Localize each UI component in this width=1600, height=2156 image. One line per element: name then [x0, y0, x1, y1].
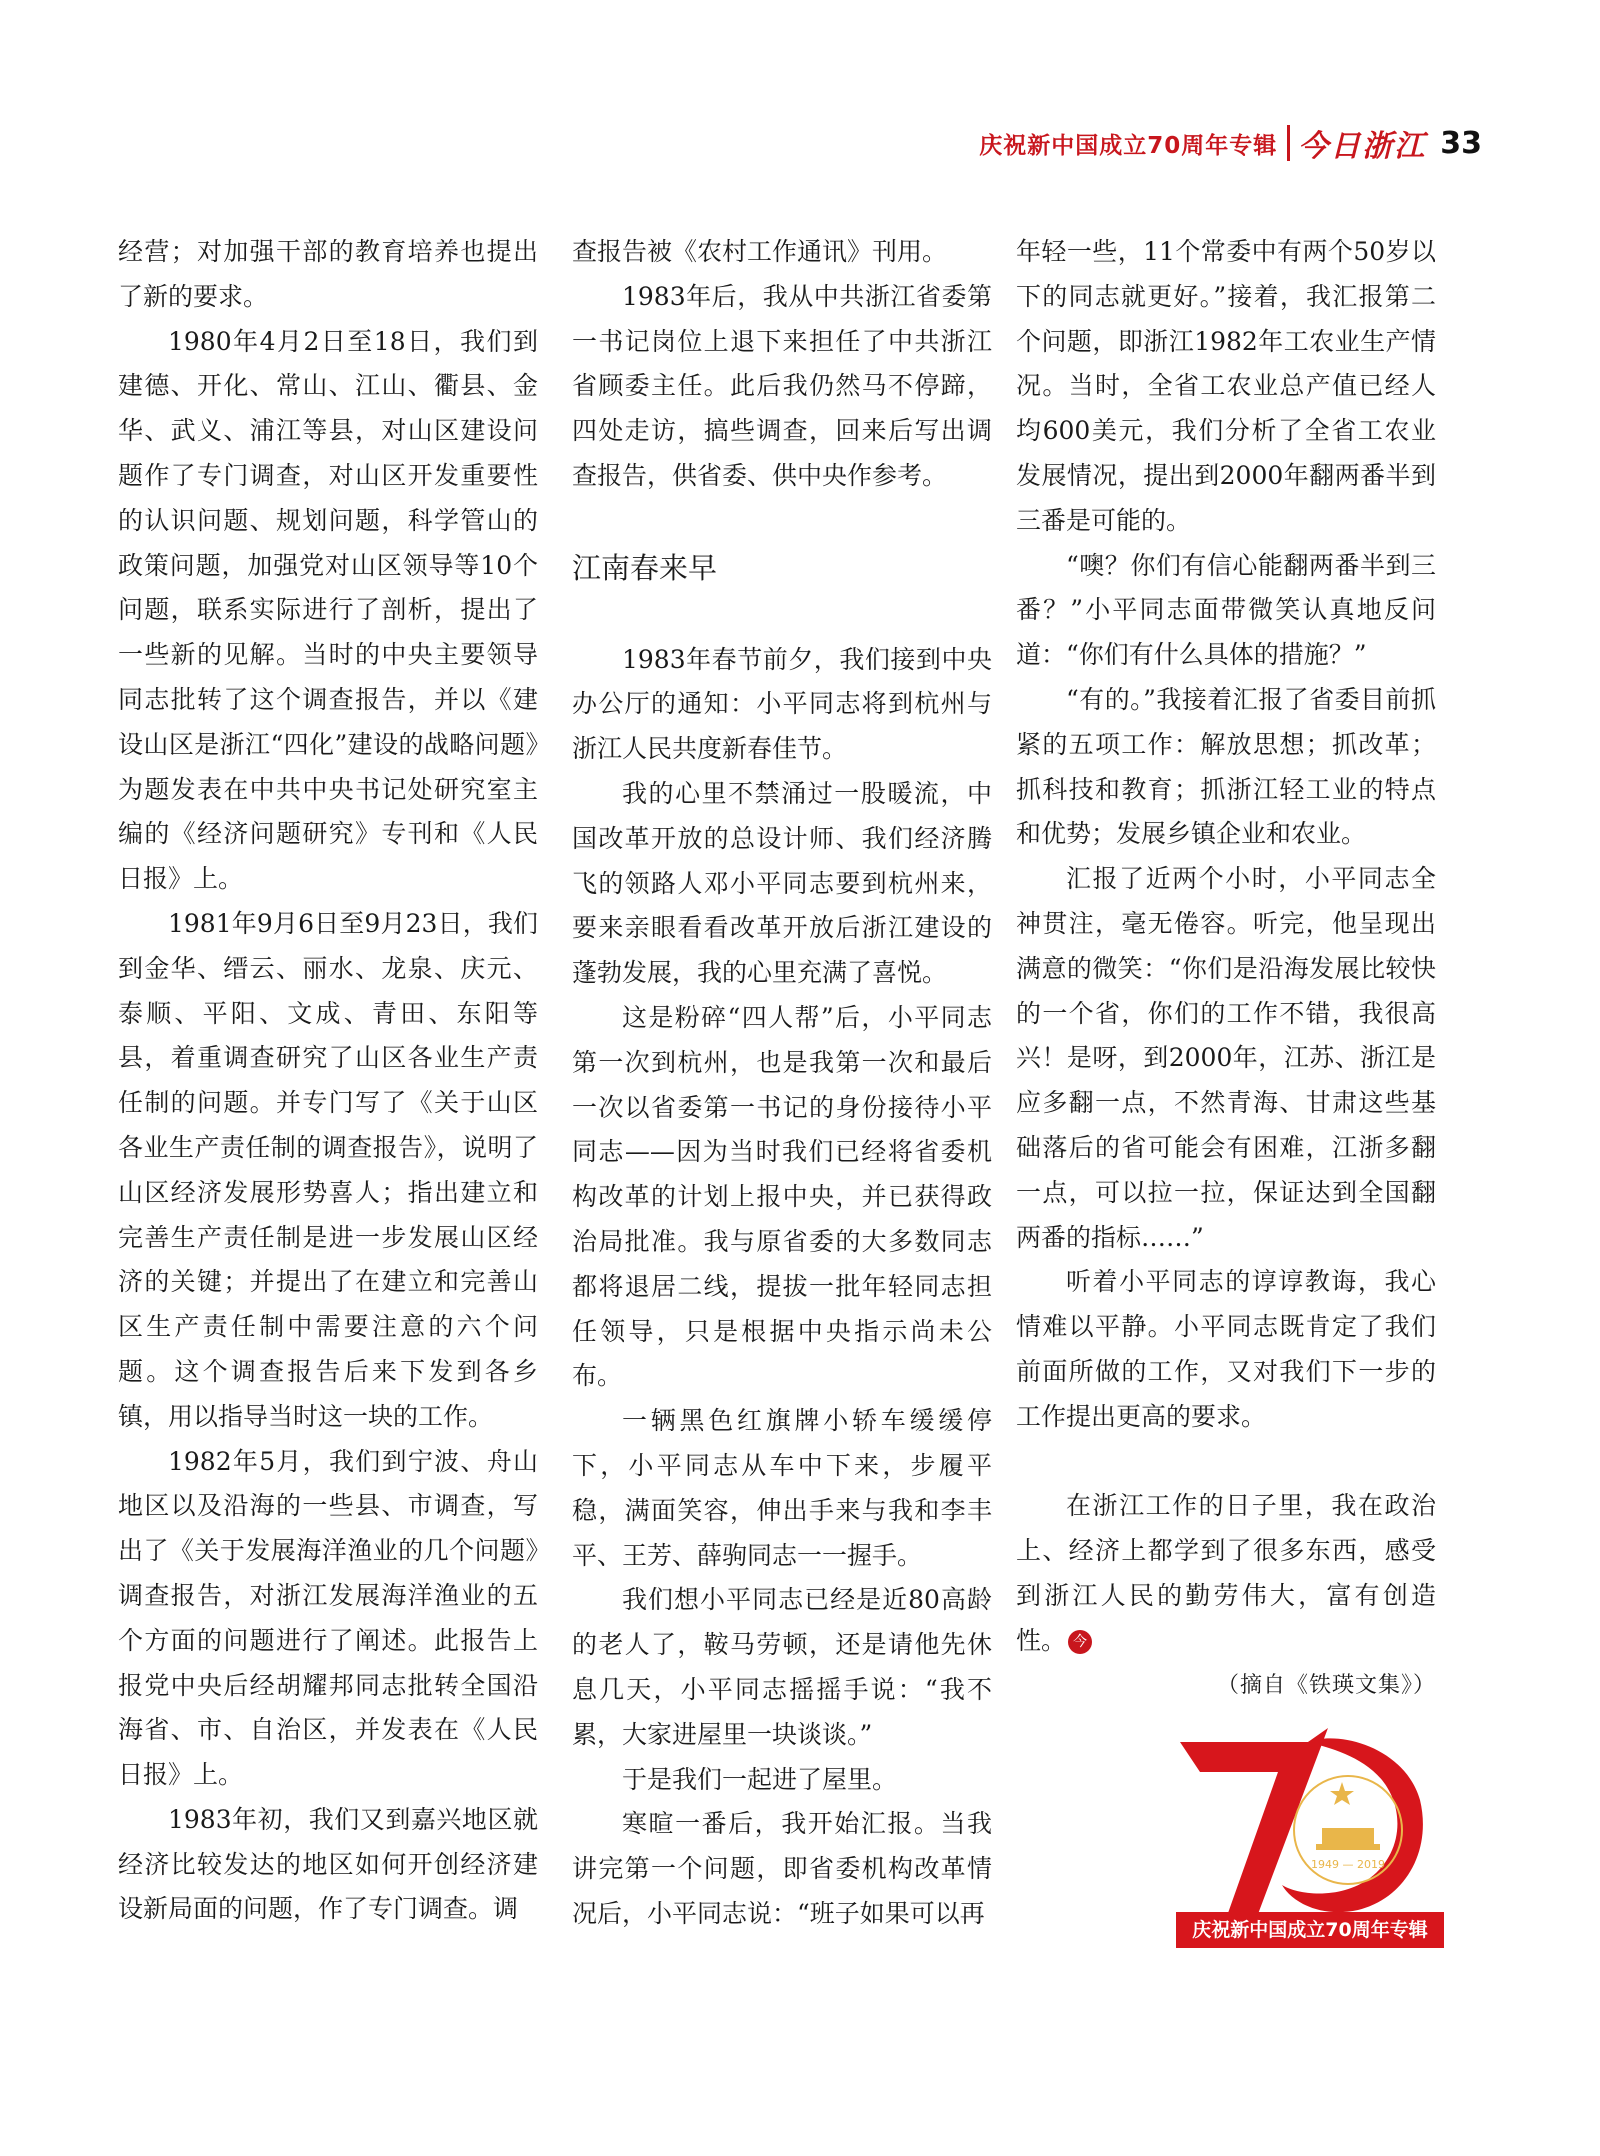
anniversary-banner: 庆祝新中国成立70周年专辑	[1176, 1912, 1444, 1948]
column-3	[1016, 230, 1436, 1708]
source-citation: （摘自《铁瑛文集》）	[1216, 1672, 1436, 1698]
paragraph: 经营；对加强干部的教育培养也提出了新的要求。	[118, 237, 538, 311]
paragraph: 我的心里不禁涌过一股暖流，中国改革开放的总设计师、我们经济腾飞的领路人邓小平同志要到杭州来，要来亲眼看看改革开放后浙江建设的蓬勃发展，我的心里充满了喜悦。	[572, 778, 992, 988]
paragraph: 1983年春节前夕，我们接到中央办公厅的通知：小平同志将到杭州与浙江人民共度新春佳节。	[572, 644, 992, 764]
paragraph: 查报告被《农村工作通讯》刊用。	[572, 237, 948, 266]
paragraph: 寒暄一番后，我开始汇报。当我讲完第一个问题，即省委机构改革情况后，小平同志说：“班子如果可以再	[572, 1809, 992, 1928]
paragraph: 年轻一些，11个常委中有两个50岁以下的同志就更好。”接着，我汇报第二个问题，即浙江1982年工农业生产情况。当时，全省工农业总产值已经人均600美元，我们分析了全省工农业发展情况，提出到2000年翻两番半到三番是可能的。	[1016, 237, 1436, 535]
closing-text: 在浙江工作的日子里，我在政治上、经济上都学到了很多东西，感受到浙江人民的勤劳伟大，富有创造性。	[1016, 1491, 1436, 1655]
page-header	[979, 122, 1482, 164]
paragraph: “有的。”我接着汇报了省委目前抓紧的五项工作：解放思想；抓改革；抓科技和教育；抓浙江轻工业的特点和优势；发展乡镇企业和农业。	[1016, 684, 1436, 849]
paragraph: 1981年9月6日至9月23日，我们到金华、缙云、丽水、龙泉、庆元、泰顺、平阳、文成、青田、东阳等县，着重调查研究了山区各业生产责任制的问题。并专门写了《关于山区各业生产责任制的调查报告》，说明了山区经济发展形势喜人；指出建立和完善生产责任制是进一步发展山区经济的关键；并提出了在建立和完善山区生产责任制中需要注意的六个问题。这个调查报告后来下发到各乡镇，用以指导当时这一块的工作。	[118, 908, 538, 1431]
paragraph: 一辆黑色红旗牌小轿车缓缓停下，小平同志从车中下来，步履平稳，满面笑容，伸出手来与我和李丰平、王芳、薛驹同志一一握手。	[572, 1406, 992, 1570]
section-heading: 江南春来早	[572, 550, 718, 585]
column-2	[572, 230, 992, 1937]
paragraph: 1983年后，我从中共浙江省委第一书记岗位上退下来担任了中共浙江省顾委主任。此后我仍然马不停蹄，四处走访，搞些调查，回来后写出调查报告，供省委、供中央作参考。	[572, 281, 992, 490]
paragraph: 听着小平同志的谆谆教诲，我心情难以平静。小平同志既肯定了我们前面所做的工作，又对我们下一步的工作提出更高的要求。	[1016, 1267, 1436, 1431]
star-icon	[1330, 1782, 1354, 1805]
end-mark-icon: 今	[1068, 1630, 1092, 1654]
magazine-logo: 今日浙江	[1298, 129, 1427, 164]
page-number: 33	[1440, 125, 1482, 161]
paragraph: 这是粉碎“四人帮”后，小平同志第一次到杭州，也是我第一次和最后一次以省委第一书记的身份接待小平同志——因为当时我们已经将省委机构改革的计划上报中央，并已获得政治局批准。我与原省委的大多数同志都将退居二线，提拔一批年轻同志担任领导，只是根据中央指示尚未公布。	[572, 1002, 992, 1391]
special-issue-label: 庆祝新中国成立70周年专辑	[979, 132, 1278, 159]
paragraph: 1983年初，我们又到嘉兴地区就经济比较发达的地区如何开创经济建设新局面的问题，作了专门调查。调	[118, 1804, 538, 1924]
closing-paragraph	[1016, 1484, 1436, 1663]
paragraph: “噢？你们有信心能翻两番半到三番？”小平同志面带微笑认真地反问道：“你们有什么具体的措施？”	[1016, 550, 1436, 670]
anniversary-years: 1949 — 2019	[1311, 1858, 1385, 1871]
paragraph: 于是我们一起进了屋里。	[622, 1764, 898, 1794]
paragraph: 1982年5月，我们到宁波、舟山地区以及沿海的一些县、市调查，写出了《关于发展海洋渔业的几个问题》调查报告，对浙江发展海洋渔业的五个方面的问题进行了阐述。此报告上报党中央后经胡耀邦同志批转全国沿海省、市、自治区，并发表在《人民日报》上。	[118, 1446, 538, 1790]
column-1	[118, 230, 538, 1932]
tiananmen-icon	[1322, 1828, 1374, 1844]
paragraph: 我们想小平同志已经是近80高龄的老人了，鞍马劳顿，还是请他先休息几天，小平同志摇摇手说：“我不累，大家进屋里一块谈谈。”	[572, 1585, 992, 1749]
paragraph: 汇报了近两个小时，小平同志全神贯注，毫无倦容。听完，他呈现出满意的微笑：“你们是沿海发展比较快的一个省，你们的工作不错，我很高兴！是呀，到2000年，江苏、浙江是应多翻一点，不然青海、甘肃这些基础落后的省可能会有困难，江浙多翻一点，可以拉一拉，保证达到全国翻两番的指标……”	[1016, 864, 1436, 1252]
header-divider	[1287, 125, 1290, 161]
paragraph: 1980年4月2日至18日，我们到建德、开化、常山、江山、衢县、金华、武义、浦江等县，对山区建设问题作了专门调查，对山区开发重要性的认识问题、规划问题，科学管山的政策问题，加强党对山区领导等10个问题，联系实际进行了剖析，提出了一些新的见解。当时的中央主要领导同志批转了这个调查报告，并以《建设山区是浙江“四化”建设的战略问题》为题发表在中共中央书记处研究室主编的《经济问题研究》专刊和《人民日报》上。	[118, 326, 538, 894]
